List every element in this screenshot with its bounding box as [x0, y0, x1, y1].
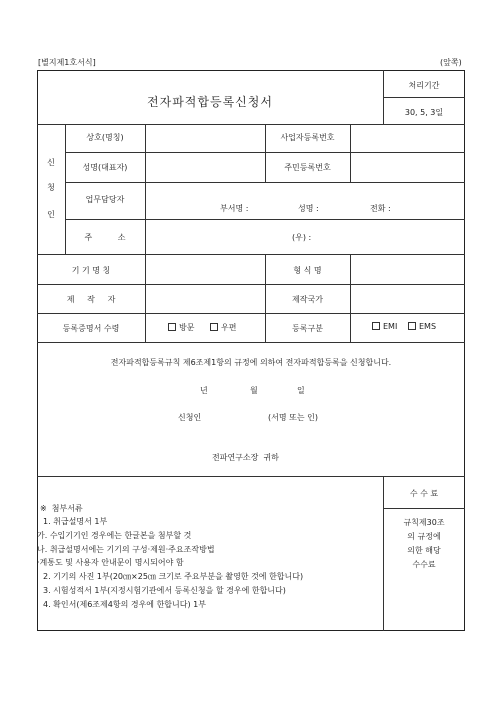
type-name-label: 형 식 명 — [293, 266, 322, 275]
fee-line-3: 의한 해당 — [407, 546, 441, 555]
emi-checkbox[interactable] — [372, 322, 380, 330]
applicant-char-1: 신 — [47, 158, 55, 167]
ems-label: EMS — [419, 322, 437, 331]
visit-checkbox[interactable] — [168, 323, 176, 331]
model-name-label: 기 기 명 칭 — [71, 266, 111, 275]
name-field[interactable] — [146, 153, 264, 181]
attachment-item: 2. 기기의 사진 1부(20㎝×25㎝ 크기로 주요부분을 촬영한 것에 한합니다) — [43, 572, 304, 581]
visit-option[interactable] — [168, 322, 194, 333]
reg-type-label: 등록구분 — [292, 324, 323, 333]
date-month: 월 — [250, 386, 258, 395]
side-label: (앞쪽) — [440, 58, 462, 67]
processing-label: 처리기간 — [408, 81, 440, 90]
attachment-item: 3. 시험성적서 1부(지정시험기관에서 등록신청을 할 경우에 한합니다) — [43, 586, 286, 595]
fee-line-1: 규칙제30조 — [403, 518, 445, 527]
applicant-sign-label: 신청인 — [178, 413, 202, 422]
resident-no-label: 주민등록번호 — [284, 163, 331, 172]
visit-label: 방문 — [179, 323, 195, 332]
maker-field[interactable] — [146, 285, 264, 312]
mail-option[interactable] — [210, 322, 236, 333]
form-number: [별지제1호서식] — [38, 58, 96, 67]
maker-country-field[interactable] — [351, 285, 464, 312]
phone-label: 전화 : — [370, 204, 391, 213]
form-title: 전자파적합등록신청서 — [147, 95, 273, 109]
date-year: 년 — [200, 386, 208, 395]
attachments-heading: ※ 첨부서류 — [40, 504, 83, 513]
company-label: 상호(명칭) — [86, 133, 124, 142]
resident-no-field[interactable] — [351, 153, 464, 181]
date-day: 일 — [297, 386, 305, 395]
manager-name-label: 성명 : — [298, 204, 319, 213]
dept-label: 부서명 : — [220, 204, 249, 213]
fee-line-4: 수수료 — [412, 560, 436, 569]
model-name-field[interactable] — [146, 255, 264, 283]
emi-label: EMI — [383, 322, 398, 331]
recipient: 전파연구소장 귀하 — [212, 453, 279, 462]
address-label: 주 소 — [84, 233, 126, 242]
business-no-label: 사업자등록번호 — [280, 133, 335, 142]
maker-country-label: 제작국가 — [292, 295, 323, 304]
ems-option[interactable] — [408, 322, 436, 331]
sign-instruction: (서명 또는 인) — [268, 413, 318, 422]
cert-receive-label: 등록증명서 수령 — [62, 324, 120, 333]
processing-value: 30, 5, 3일 — [404, 108, 444, 117]
emi-option[interactable] — [372, 322, 397, 331]
postal-label: (우) : — [292, 233, 312, 242]
fee-line-2: 의 규정에 — [407, 532, 441, 541]
attachment-item: 가. 수입기기인 경우에는 한글본을 첨부할 것 — [37, 531, 192, 540]
attachment-item: 나. 취급설명서에는 기기의 구성·제원·주요조작방법 — [37, 545, 215, 554]
attachment-item: ·계통도 및 사용자 안내문이 명시되어야 함 — [37, 558, 184, 567]
mail-checkbox[interactable] — [210, 323, 218, 331]
attachment-item: 4. 확인서(제6조제4항의 경우에 한합니다) 1부 — [43, 600, 206, 609]
name-label: 성명(대표자) — [82, 163, 128, 172]
mail-label: 우편 — [221, 323, 237, 332]
maker-label: 제 작 자 — [66, 295, 116, 304]
attachment-item: 1. 취급설명서 1부 — [43, 517, 108, 526]
manager-label: 업무담당자 — [85, 195, 125, 204]
declaration-statement: 전자파적합등록규칙 제6조제1항의 규정에 의하여 전자파적합등록을 신청합니다. — [110, 358, 392, 367]
ems-checkbox[interactable] — [408, 322, 416, 330]
type-name-field[interactable] — [351, 255, 464, 283]
fee-label: 수 수 료 — [409, 489, 439, 498]
applicant-char-2: 청 — [47, 183, 55, 192]
applicant-char-3: 인 — [47, 210, 55, 219]
business-no-field[interactable] — [351, 125, 464, 151]
company-field[interactable] — [146, 125, 264, 151]
